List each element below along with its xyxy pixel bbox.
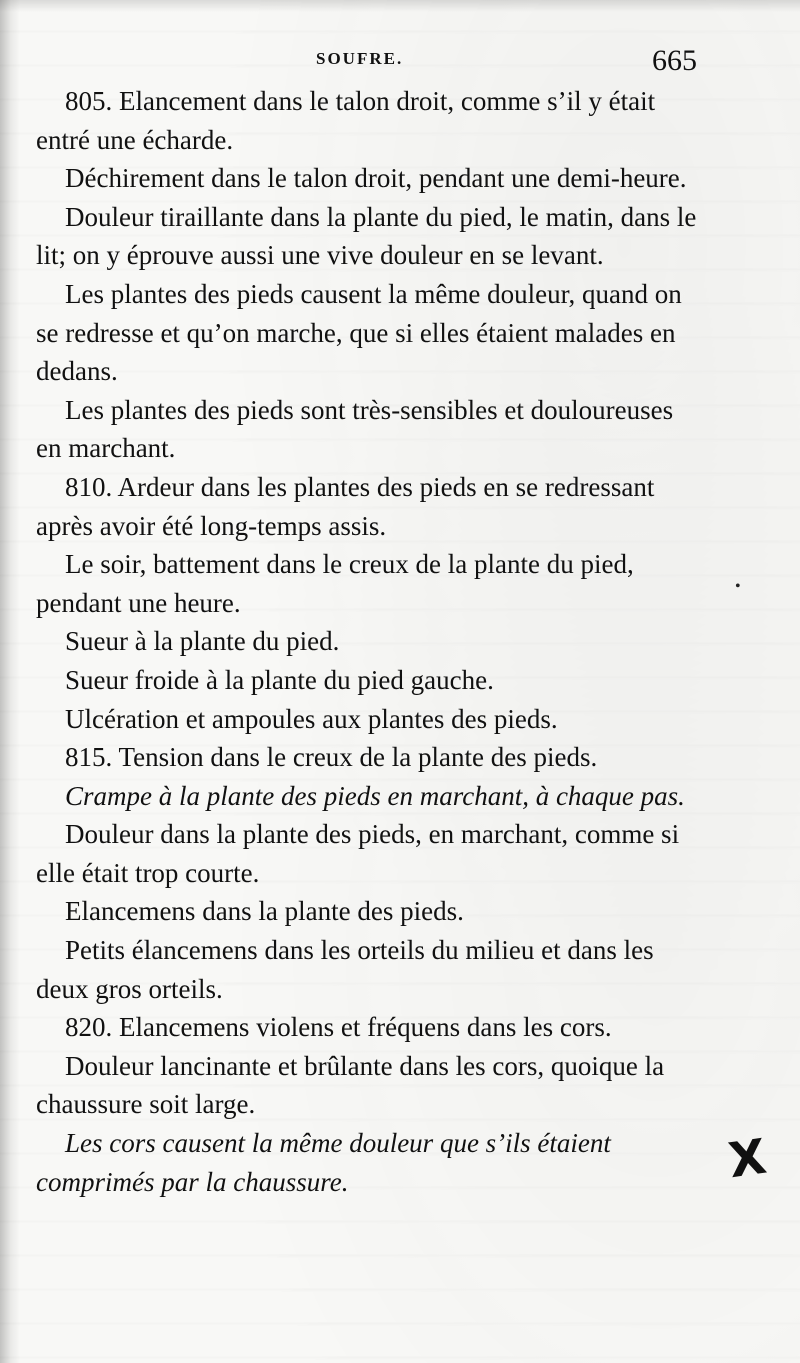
page-edge-shadow [0,0,20,1363]
page-number: 665 [652,44,697,77]
handwritten-margin-mark: X [725,1128,770,1190]
paragraph-corns-compressed-italic: Les cors causent la même douleur que s’ils étaient comprimés par la chaussure. [36,1128,611,1197]
paragraph-805: 805. Elancement dans le talon droit, comme s’il y était entré une écharde. [36,86,656,155]
paragraph-toes-shooting: Petits élancemens dans les orteils du milieu et dans les deux gros orteils. [36,935,654,1004]
paragraph-sole-shooting: Elancemens dans la plante des pieds. [65,896,464,927]
running-title: SOUFRE. [316,49,404,68]
ink-speck-icon: • [735,578,741,595]
paragraph-soles-sensitive: Les plantes des pieds sont très-sensibles et douloureuses en marchant. [36,394,674,464]
paragraph-sole-pulling-pain: Douleur tiraillante dans la plante du pied, le matin, dans le lit; on y éprouve aussi une vive douleur en se levant. [36,201,697,271]
paragraph-evening-throbbing: Le soir, battement dans le creux de la plante du pied, pendant une heure. [36,549,634,618]
paragraph-815: 815. Tension dans le creux de la plante des pieds. [65,742,598,773]
top-edge-shadow [0,0,800,12]
paragraph-corns-burning: Douleur lancinante et brûlante dans les cors, quoique la chaussure soit large. [36,1050,665,1120]
paragraph-820: 820. Elancemens violens et fréquens dans les cors. [65,1012,612,1043]
paragraph-cold-sweat: Sueur froide à la plante du pied gauche. [65,664,494,695]
paragraph-sole-sweat: Sueur à la plante du pied. [65,626,340,657]
paragraph-cramp-italic: Crampe à la plante des pieds en marchant, à chaque pas. [65,780,685,811]
body-text [36,82,702,1201]
paragraph-soles-same-pain: Les plantes des pieds causent la même douleur, quand on se redresse et qu’on marche, que si elles étaient malades en dedans. [36,278,682,387]
paragraph-heel-tearing: Déchirement dans le talon droit, pendant une demi-heure. [65,163,687,194]
paragraph-sole-too-short: Douleur dans la plante des pieds, en marchant, comme si elle était trop courte. [36,819,680,888]
paragraph-ulceration: Ulcération et ampoules aux plantes des pieds. [65,703,558,734]
paragraph-810: 810. Ardeur dans les plantes des pieds en se redressant après avoir été long-temps assis. [36,471,655,541]
